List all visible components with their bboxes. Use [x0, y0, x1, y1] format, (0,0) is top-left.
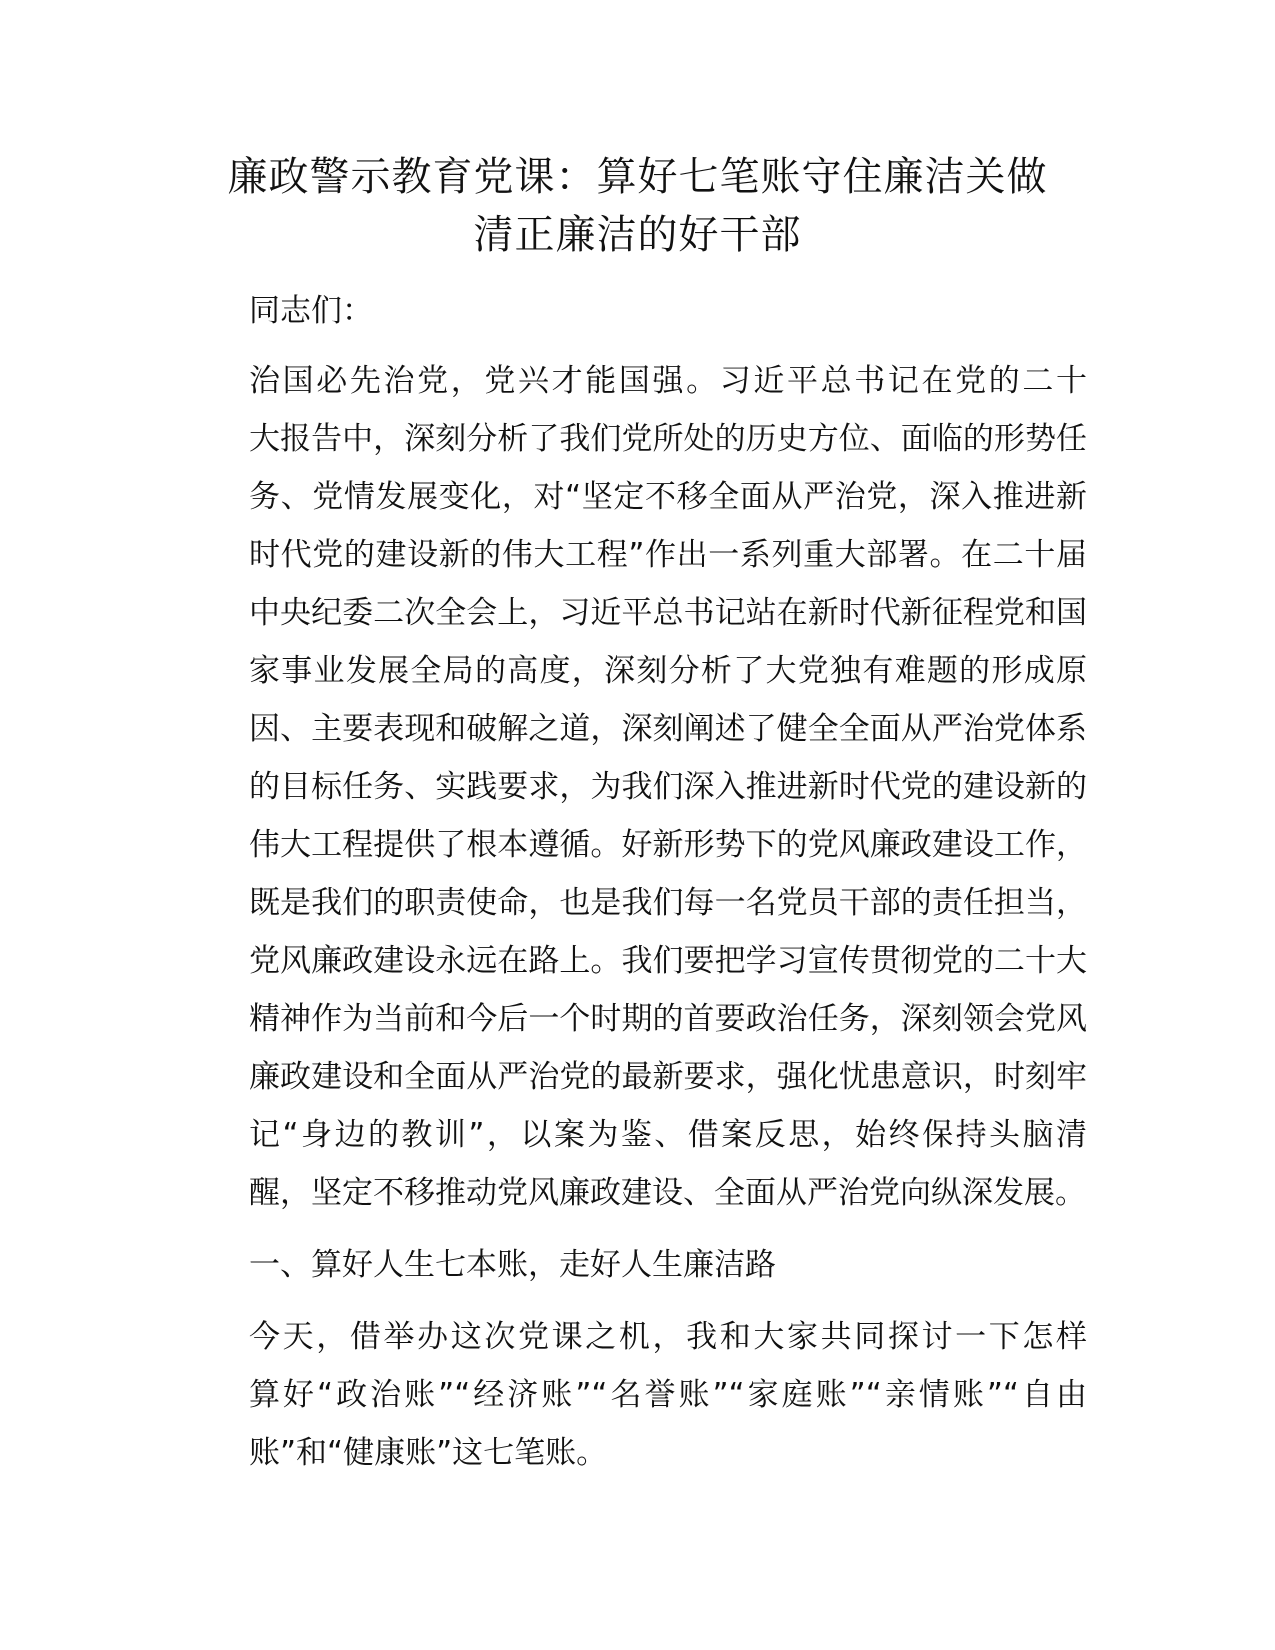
text-line: 家事业发展全局的高度，深刻分析了大党独有难题的形成原 [249, 653, 1087, 689]
text-line: 今天，借举办这次党课之机，我和大家共同探讨一下怎样 [249, 1319, 1087, 1355]
text-line: 党风廉政建设永远在路上。我们要把学习宣传贯彻党的二十大 [249, 943, 1087, 979]
paragraph-accounts [187, 1308, 1087, 1482]
text-line: 时代党的建设新的伟大工程”作出一系列重大部署。在二十届 [249, 537, 1087, 573]
title-line: 清正廉洁的好干部 [473, 212, 802, 258]
text-line: 既是我们的职责使命，也是我们每一名党员干部的责任担当， [249, 885, 1087, 921]
document-body [187, 282, 1087, 1482]
salutation [187, 282, 1087, 340]
salutation-text: 同志们： [249, 293, 373, 329]
text-line: 账”和“健康账”这七笔账。 [249, 1435, 608, 1471]
text-line: 中央纪委二次全会上，习近平总书记站在新时代新征程党和国 [249, 595, 1087, 631]
text-line: 醒，坚定不移推动党风廉政建设、全面从严治党向纵深发展。 [249, 1175, 1086, 1211]
section-heading-text: 一、算好人生七本账，走好人生廉洁路 [249, 1247, 776, 1283]
text-line: 伟大工程提供了根本遵循。好新形势下的党风廉政建设工作， [249, 827, 1087, 863]
section-heading [187, 1236, 1087, 1294]
text-line: 廉政建设和全面从严治党的最新要求，强化忧患意识，时刻牢 [249, 1059, 1087, 1095]
title-line: 廉政警示教育党课：算好七笔账守住廉洁关做 [227, 154, 1048, 200]
text-line: 大报告中，深刻分析了我们党所处的历史方位、面临的形势任 [249, 421, 1087, 457]
paragraph-intro [187, 352, 1087, 1222]
text-line: 因、主要表现和破解之道，深刻阐述了健全全面从严治党体系 [249, 711, 1087, 747]
text-line: 算好“政治账”“经济账”“名誉账”“家庭账”“亲情账”“自由 [249, 1377, 1087, 1413]
text-line: 记“身边的教训”，以案为鉴、借案反思，始终保持头脑清 [249, 1117, 1087, 1153]
text-line: 治国必先治党，党兴才能国强。习近平总书记在党的二十 [249, 363, 1087, 399]
text-line: 精神作为当前和今后一个时期的首要政治任务，深刻领会党风 [249, 1001, 1087, 1037]
text-line: 的目标任务、实践要求，为我们深入推进新时代党的建设新的 [249, 769, 1087, 805]
text-line: 务、党情发展变化，对“坚定不移全面从严治党，深入推进新 [249, 479, 1087, 515]
document-title [150, 148, 1125, 264]
